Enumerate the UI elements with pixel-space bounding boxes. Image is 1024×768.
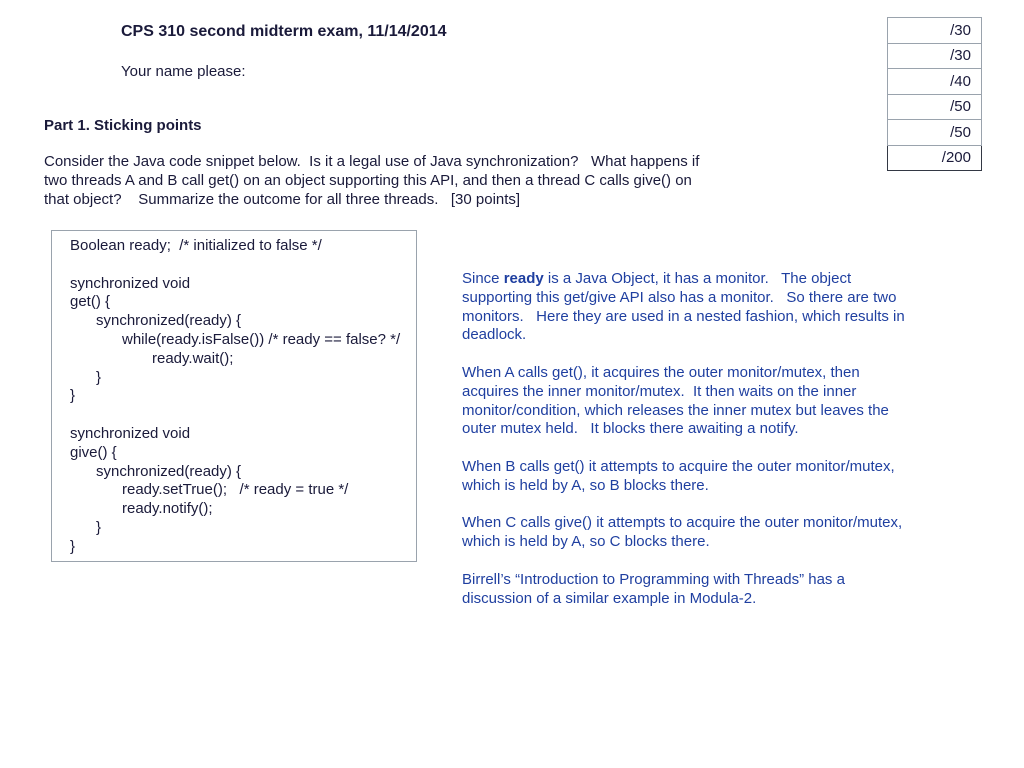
answer-text-run: is a Java Object, it has a monitor. The object (543, 270, 852, 287)
answer-line: discussion of a similar example in Modula-2. (462, 589, 757, 607)
code-line (70, 406, 400, 425)
answer-bold-term: ready (503, 270, 544, 287)
code-line: } (96, 518, 102, 536)
answer-line: monitor/condition, which releases the inner mutex but leaves the (462, 401, 889, 419)
code-line: synchronized(ready) { (96, 462, 242, 480)
name-prompt: Your name please: (121, 63, 246, 80)
score-row (888, 69, 982, 95)
code-snippet (70, 237, 400, 557)
answer-text (462, 270, 942, 627)
score-table (887, 17, 982, 171)
code-line: synchronized void (70, 424, 191, 442)
code-line: give() { (70, 443, 117, 461)
score-row (888, 94, 982, 120)
answer-text-run: Since (462, 270, 504, 287)
score-row (888, 43, 982, 69)
answer-line: which is held by A, so C blocks there. (462, 533, 710, 551)
code-line: ready.wait(); (152, 349, 234, 367)
answer-line: supporting this get/give API also has a monitor. So there are two (462, 288, 897, 306)
answer-line: When C calls give() it attempts to acquire the outer monitor/mutex, (462, 514, 903, 532)
score-cell: /40 (888, 69, 982, 95)
answer-paragraph (462, 514, 942, 552)
score-cell: /50 (888, 120, 982, 146)
code-line: } (70, 387, 76, 405)
code-line: while(ready.isFalse()) /* ready == false? */ (122, 330, 401, 348)
score-total-row (888, 145, 982, 171)
score-total-cell: /200 (888, 145, 982, 171)
code-line: } (70, 537, 76, 555)
code-snippet-box (51, 230, 417, 562)
question-text (44, 152, 744, 209)
part-heading: Part 1. Sticking points (44, 117, 202, 134)
code-line: } (96, 368, 102, 386)
answer-paragraph (462, 270, 942, 345)
score-row (888, 120, 982, 146)
score-cell: /30 (888, 43, 982, 69)
answer-line: outer mutex held. It blocks there awaiting a notify. (462, 420, 799, 438)
score-cell: /30 (888, 18, 982, 44)
score-row (888, 18, 982, 44)
code-line: ready.setTrue(); /* ready = true */ (122, 481, 349, 499)
question-line: that object? Summarize the outcome for all three threads. [30 points] (44, 191, 521, 208)
answer-line: acquires the inner monitor/mutex. It then waits on the inner (462, 382, 857, 400)
answer-paragraph (462, 571, 942, 609)
code-line: Boolean ready; /* initialized to false */ (70, 237, 322, 254)
code-line: synchronized(ready) { (96, 312, 242, 330)
answer-line: Birrell’s “Introduction to Programming with Threads” has a (462, 570, 845, 588)
answer-line (462, 270, 942, 289)
code-line: synchronized void (70, 274, 191, 292)
exam-title: CPS 310 second midterm exam, 11/14/2014 (121, 23, 447, 40)
answer-line: monitors. Here they are used in a nested fashion, which results in (462, 307, 905, 325)
answer-paragraph (462, 458, 942, 496)
question-line: Consider the Java code snippet below. Is it a legal use of Java synchronization? What happens if (44, 153, 700, 170)
code-line (70, 256, 400, 275)
answer-line: which is held by A, so B blocks there. (462, 476, 709, 494)
score-cell: /50 (888, 94, 982, 120)
answer-line: When A calls get(), it acquires the outer monitor/mutex, then (462, 363, 860, 381)
answer-line: When B calls get() it attempts to acquire the outer monitor/mutex, (462, 457, 895, 475)
code-line: ready.notify(); (122, 500, 213, 518)
code-line: get() { (70, 293, 111, 311)
answer-line: deadlock. (462, 326, 527, 344)
question-line: two threads A and B call get() on an object supporting this API, and then a thread C calls give() on (44, 172, 692, 189)
answer-paragraph (462, 364, 942, 439)
